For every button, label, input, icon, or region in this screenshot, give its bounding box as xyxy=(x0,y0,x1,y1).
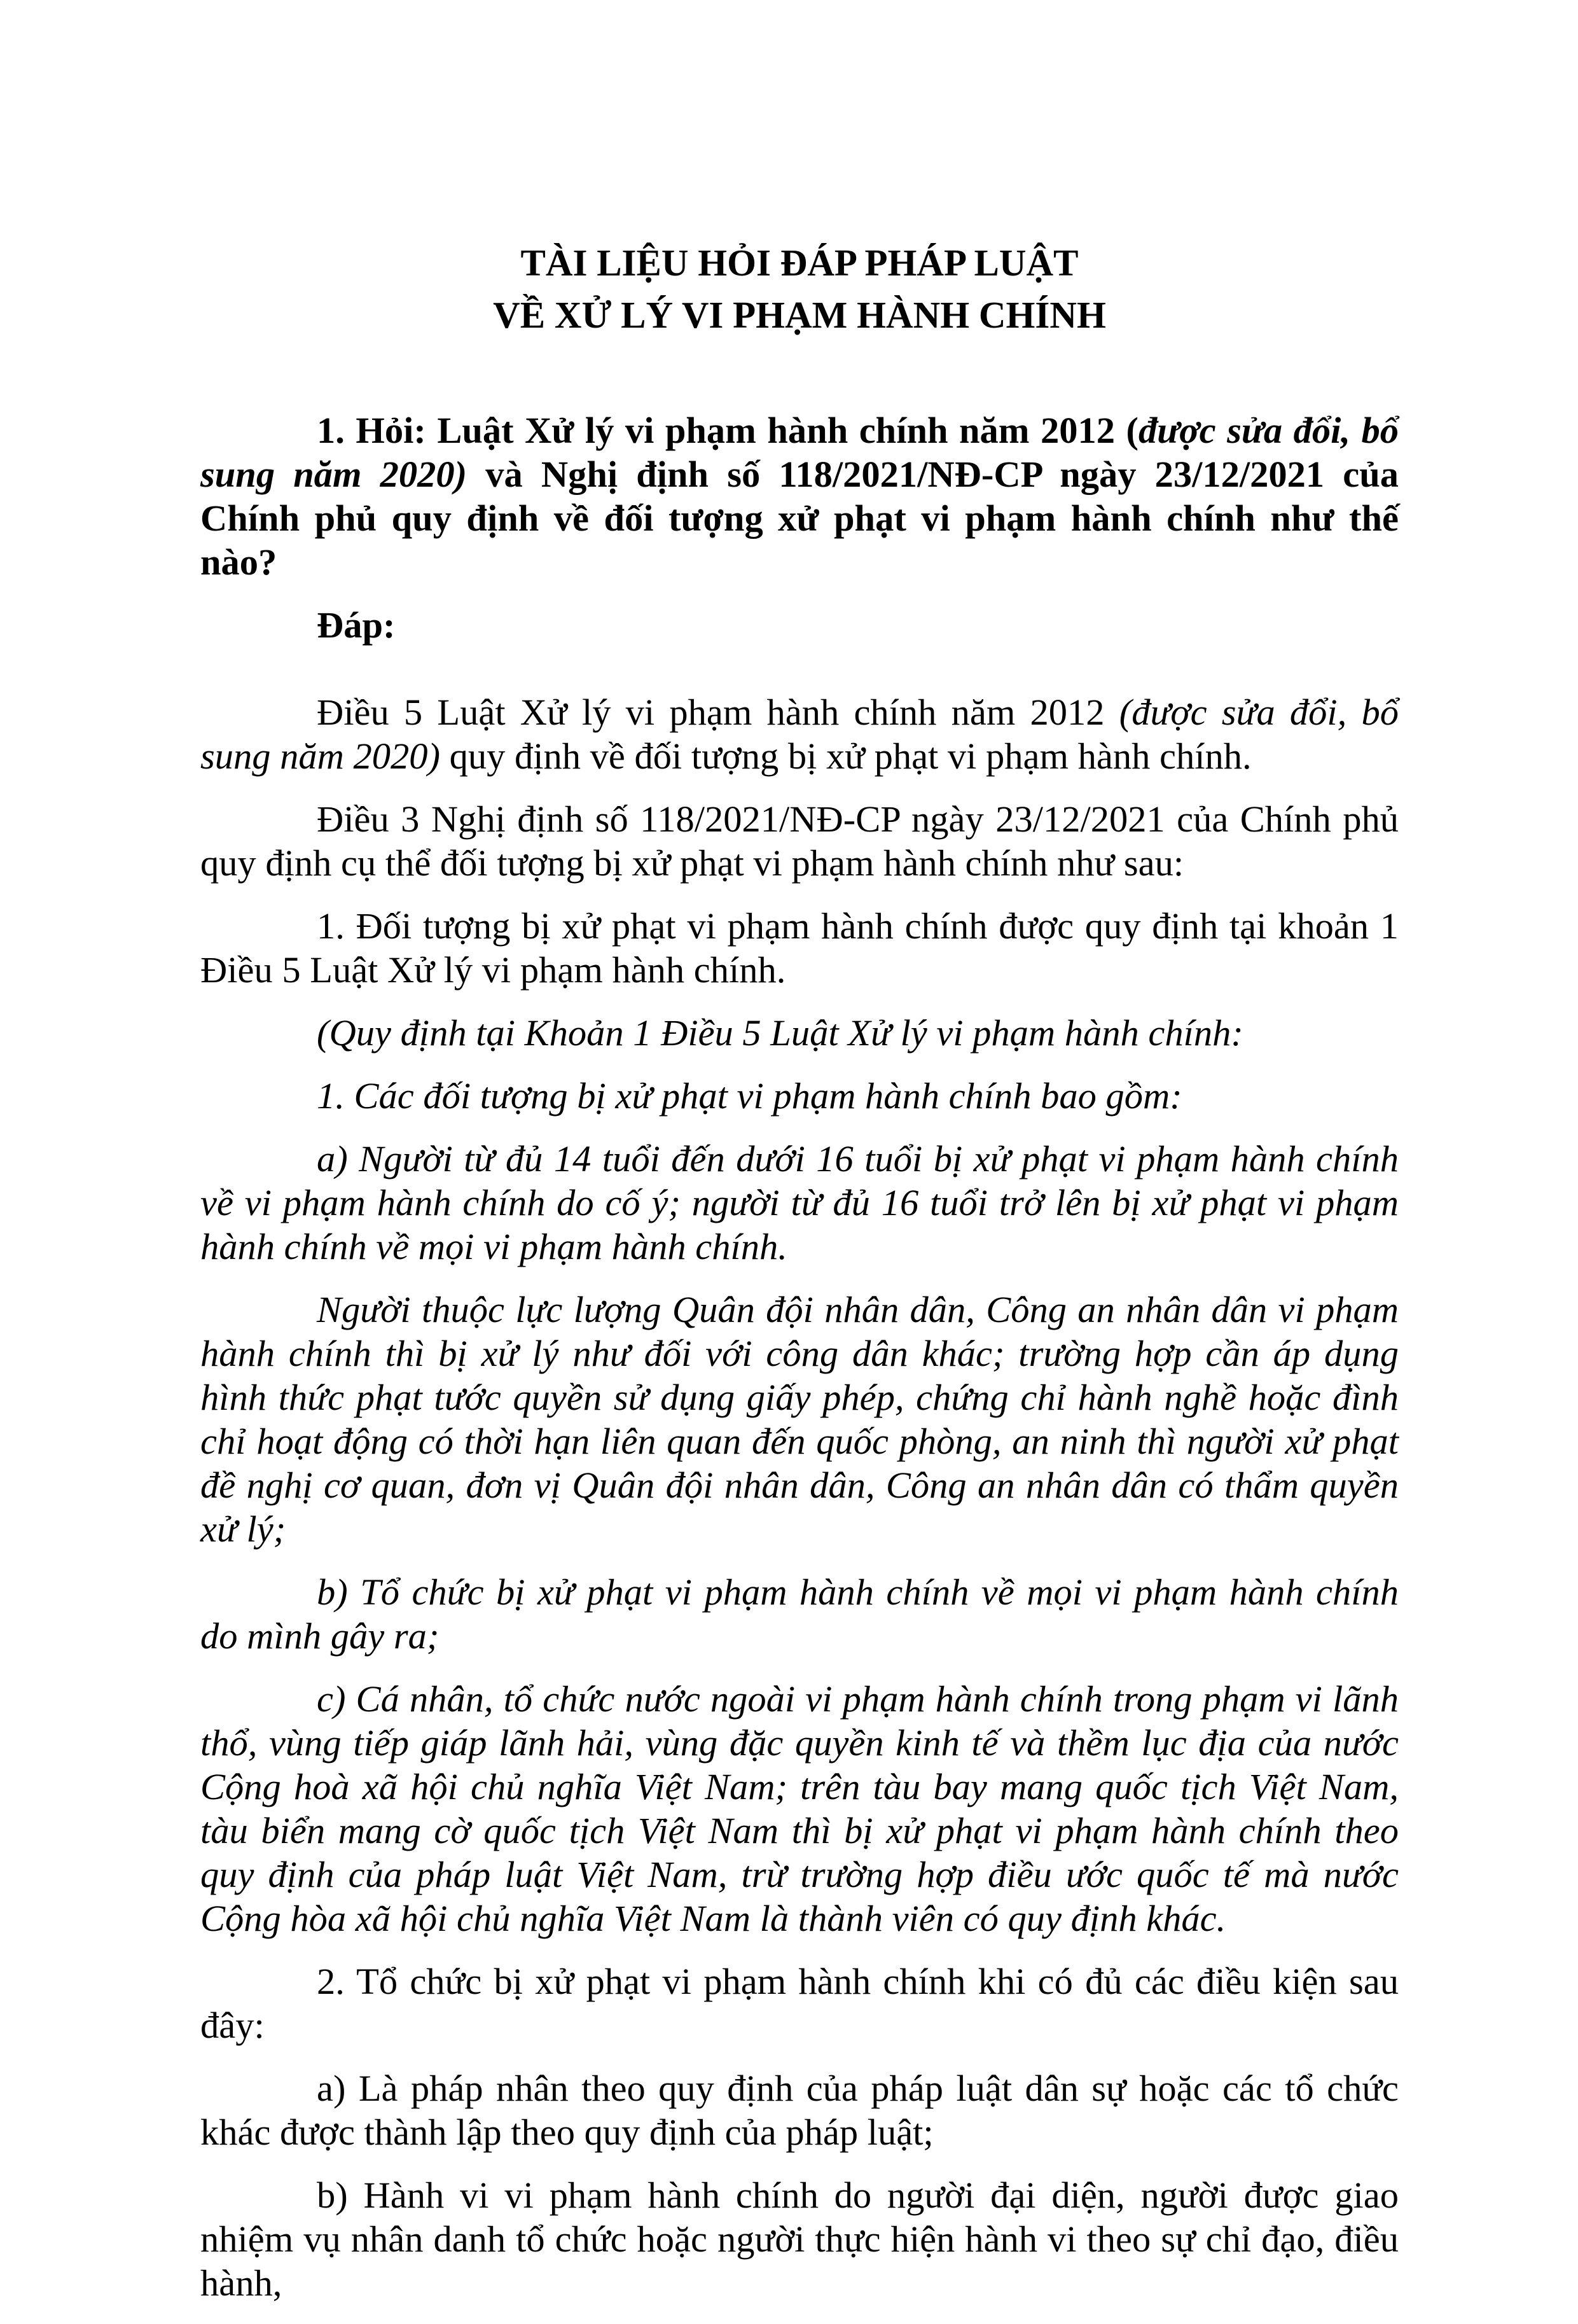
question-paragraph xyxy=(200,408,1399,584)
title-line-1: TÀI LIỆU HỎI ĐÁP PHÁP LUẬT xyxy=(520,242,1079,284)
answer-paragraph-1 xyxy=(200,690,1399,778)
answer-paragraph-6: b) Hành vi vi phạm hành chính do người đại diện, người được giao nhiệm vụ nhân danh tổ chức hoặc người thực hiện hành vi theo sự chỉ đạo, điều hành, xyxy=(200,2174,1399,2304)
answer-paragraph-4: 2. Tổ chức bị xử phạt vi phạm hành chính khi có đủ các điều kiện sau đây: xyxy=(200,1961,1399,2046)
quote-item-a-continued: Người thuộc lực lượng Quân đội nhân dân, Công an nhân dân vi phạm hành chính thì bị xử lý như đối với công dân khác; trường hợp cần áp dụng hình thức phạt tước quyền sử dụng giấy phép, chứng chỉ hành nghề hoặc đình chỉ hoạt động có thời hạn liên quan đến quốc phòng, an ninh thì người xử phạt đề nghị cơ quan, đơn vị Quân đội nhân dân, Công an nhân dân có thẩm quyền xử lý; xyxy=(200,1289,1399,1550)
document-body xyxy=(200,237,1399,2324)
title-line-2: VỀ XỬ LÝ VI PHẠM HÀNH CHÍNH xyxy=(493,294,1106,336)
answer-paragraph-5: a) Là pháp nhân theo quy định của pháp luật dân sự hoặc các tổ chức khác được thành lập theo quy định của pháp luật; xyxy=(200,2068,1399,2153)
quote-item-a: a) Người từ đủ 14 tuổi đến dưới 16 tuổi bị xử phạt vi phạm hành chính về vi phạm hành chính do cố ý; người từ đủ 16 tuổi trở lên bị xử phạt vi phạm hành chính về mọi vi phạm hành chính. xyxy=(200,1138,1399,1267)
document-title xyxy=(200,237,1399,341)
quote-item-c: c) Cá nhân, tổ chức nước ngoài vi phạm hành chính trong phạm vi lãnh thổ, vùng tiếp giáp lãnh hải, vùng đặc quyền kinh tế và thềm lục địa của nước Cộng hoà xã hội chủ nghĩa Việt Nam; trên tàu bay mang quốc tịch Việt Nam, tàu biển mang cờ quốc tịch Việt Nam thì bị xử phạt vi phạm hành chính theo quy định của pháp luật Việt Nam, trừ trường hợp điều ước quốc tế mà nước Cộng hòa xã hội chủ nghĩa Việt Nam là thành viên có quy định khác. xyxy=(200,1678,1399,1939)
answer-label: Đáp: xyxy=(317,604,396,646)
question-text-italic: được sửa đổi, bổ sung năm 2020) xyxy=(200,410,1399,495)
answer-paragraph-2: Điều 3 Nghị định số 118/2021/NĐ-CP ngày 23/12/2021 của Chính phủ quy định cụ thể đối tượng bị xử phạt vi phạm hành chính như sau: xyxy=(200,798,1399,884)
quote-intro: (Quy định tại Khoản 1 Điều 5 Luật Xử lý vi phạm hành chính: xyxy=(317,1012,1243,1054)
question-text-2: và Nghị định số 118/2021/NĐ-CP ngày 23/12/2021 của Chính phủ quy định về đối tượng xử phạt vi phạm hành chính như thế nào? xyxy=(200,454,1399,583)
answer-paragraph-3: 1. Đối tượng bị xử phạt vi phạm hành chính được quy định tại khoản 1 Điều 5 Luật Xử lý vi phạm hành chính. xyxy=(200,905,1399,991)
para1-text-italic: (được sửa đổi, bổ sung năm 2020) xyxy=(200,692,1399,777)
quote-item-b: b) Tổ chức bị xử phạt vi phạm hành chính về mọi vi phạm hành chính do mình gây ra; xyxy=(200,1571,1399,1657)
para1-text-1: Điều 5 Luật Xử lý vi phạm hành chính năm 2012 xyxy=(317,692,1119,733)
quote-item-1: 1. Các đối tượng bị xử phạt vi phạm hành chính bao gồm: xyxy=(317,1075,1182,1117)
para1-text-2: quy định về đối tượng bị xử phạt vi phạm hành chính. xyxy=(440,735,1252,777)
question-text-1: 1. Hỏi: Luật Xử lý vi phạm hành chính năm 2012 ( xyxy=(317,410,1139,451)
